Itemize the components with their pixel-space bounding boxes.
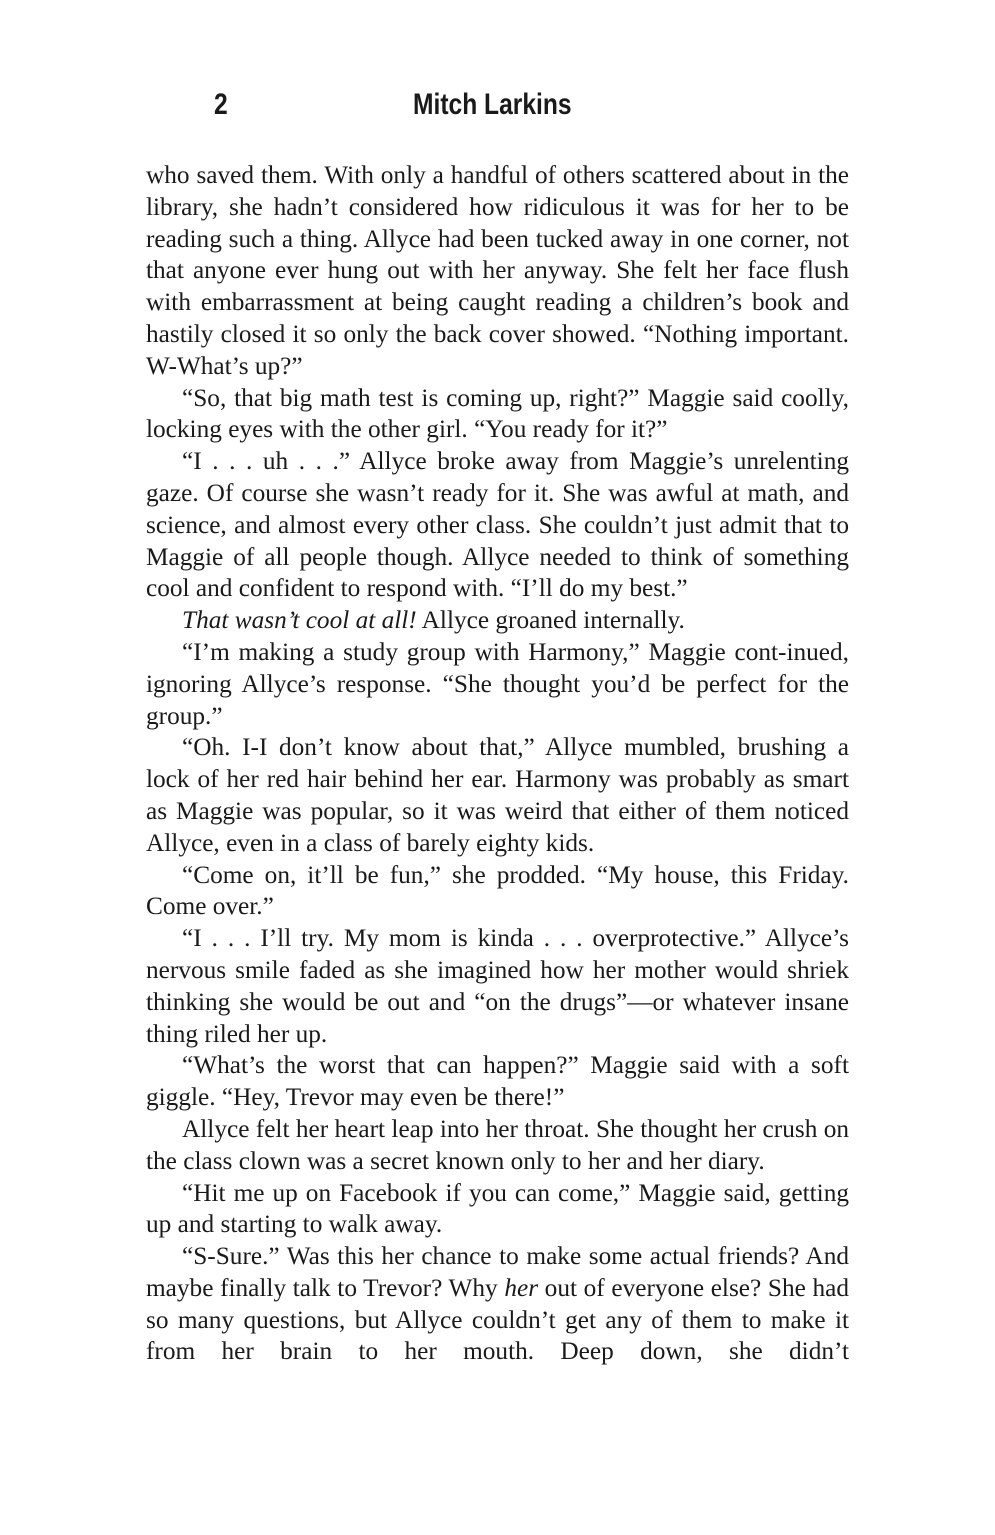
paragraph: “Come on, it’ll be fun,” she prodded. “My house, this Friday. Come over.” <box>146 860 849 921</box>
paragraph: “Hit me up on Facebook if you can come,” Maggie said, getting up and starting to walk away. <box>146 1178 849 1239</box>
paragraph-text: out of everyone else? She had so many questions, but Allyce couldn’t get any of them to make it from her brain to her mouth. Deep down, she didn’t <box>146 1273 849 1366</box>
page-number: 2 <box>214 88 228 121</box>
running-title: Mitch Larkins <box>413 88 572 121</box>
paragraph: “So, that big math test is coming up, right?” Maggie said coolly, locking eyes with the other girl. “You ready for it?” <box>146 383 849 444</box>
paragraph-text: Allyce groaned internally. <box>416 606 685 635</box>
paragraph: “I . . . uh . . .” Allyce broke away from Maggie’s unrelenting gaze. Of course she wasn’t ready for it. She was awful at math, and science, and almost every other class. She couldn’t just admit that to Maggie of all people though. Allyce needed to think of something cool and confident to respond with. “I’ll do my best.” <box>146 447 849 603</box>
italic-emphasis: her <box>504 1273 539 1302</box>
paragraph <box>146 605 849 637</box>
body-text <box>146 160 849 1368</box>
paragraph <box>146 1241 849 1368</box>
italic-thought: That wasn’t cool at all! <box>182 606 417 635</box>
paragraph: who saved them. With only a handful of others scattered about in the library, she hadn’t considered how ridiculous it was for her to be reading such a thing. Allyce had been tucked away in one corner, not that anyone ever hung out with her anyway. She felt her face flush with embarrassment at being caught reading a children’s book and hastily closed it so only the back cover showed. “Nothing important. W-What’s up?” <box>146 161 849 380</box>
paragraph: “What’s the worst that can happen?” Maggie said with a soft giggle. “Hey, Trevor may even be there!” <box>146 1051 849 1112</box>
paragraph: Allyce felt her heart leap into her throat. She thought her crush on the class clown was a secret known only to her and her diary. <box>146 1114 849 1175</box>
paragraph: “I . . . I’ll try. My mom is kinda . . . overprotective.” Allyce’s nervous smile faded as she imagined how her mother would shriek thinking she would be out and “on the drugs”—or whatever insane thing riled her up. <box>146 924 849 1048</box>
page-header <box>0 88 995 132</box>
paragraph: “I’m making a study group with Harmony,” Maggie cont-inued, ignoring Allyce’s response. “She thought you’d be perfect for the group.” <box>146 637 849 730</box>
paragraph: “Oh. I-I don’t know about that,” Allyce mumbled, brushing a lock of her red hair behind her ear. Harmony was probably as smart as Maggie was popular, so it was weird that either of them noticed Allyce, even in a class of barely eighty kids. <box>146 733 849 857</box>
paragraph-text: “S-Sure.” Was this her chance to make some actual friends? And maybe finally talk to Trevor? Why <box>146 1242 849 1302</box>
